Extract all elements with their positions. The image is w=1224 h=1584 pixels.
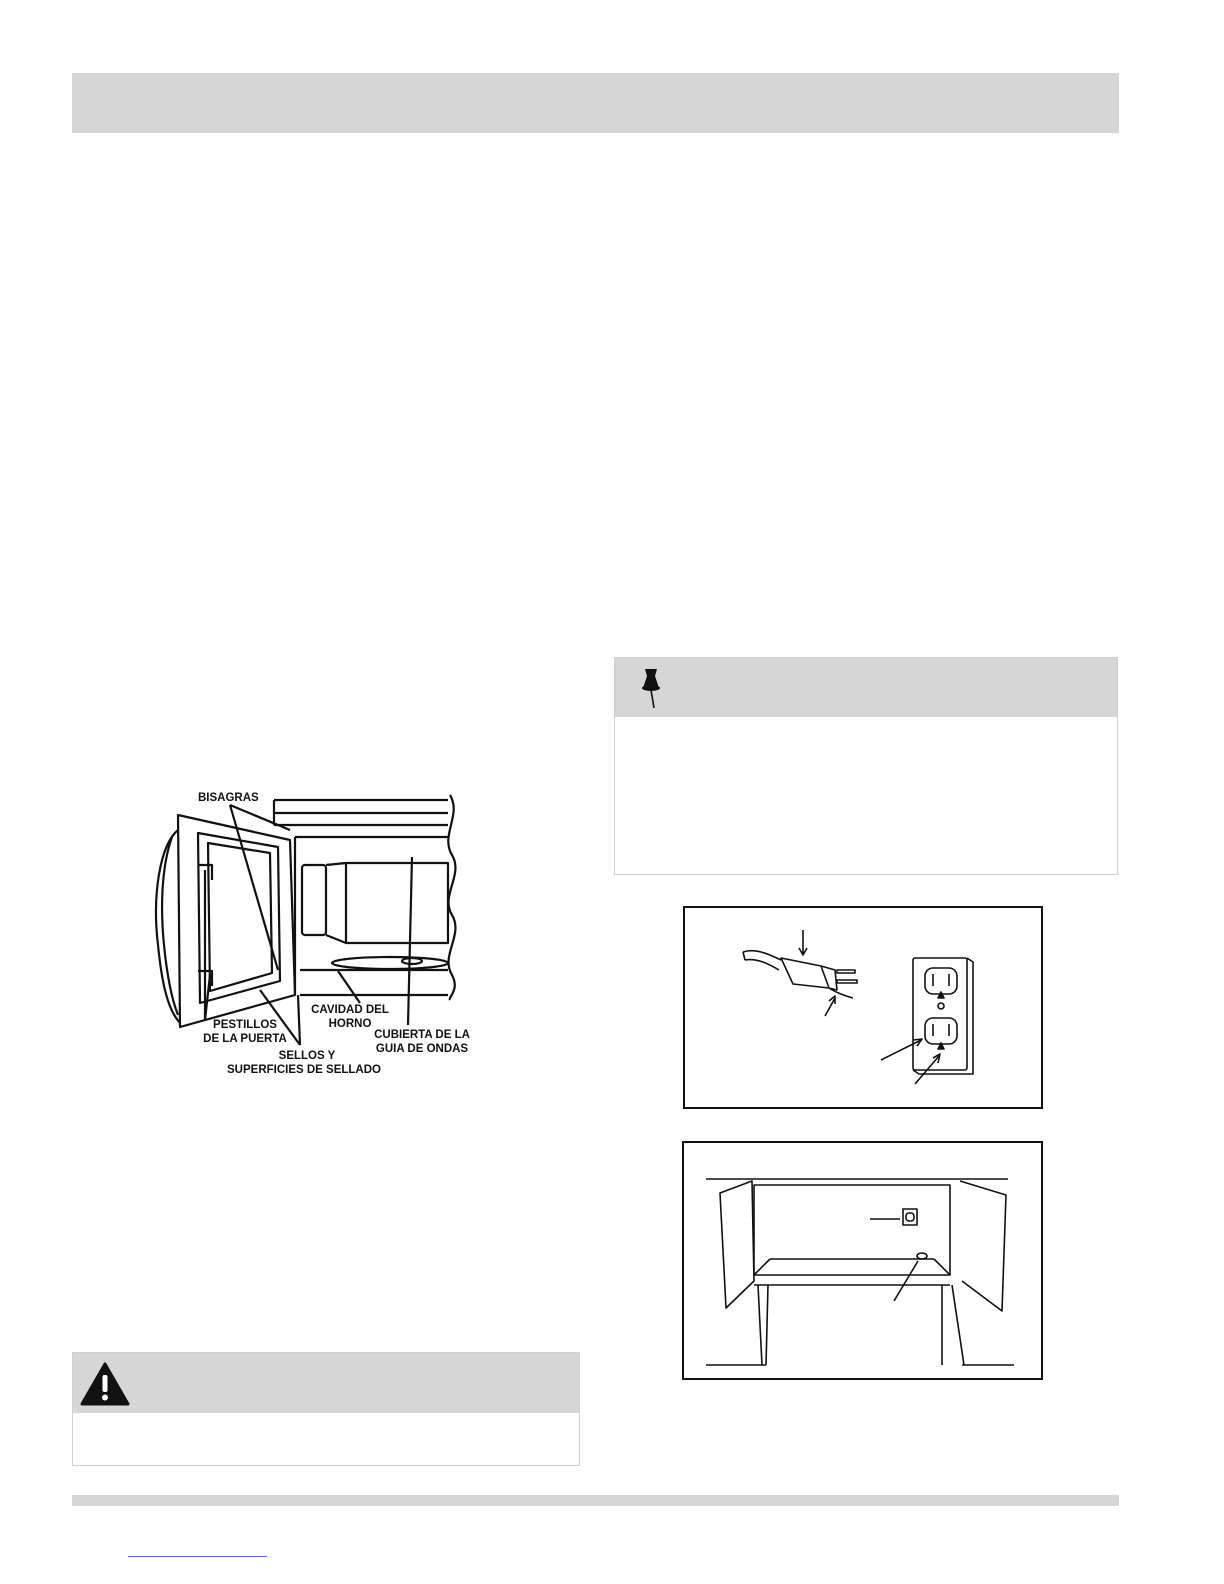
label-hinges: BISAGRAS	[198, 792, 259, 804]
cabinet-figure	[682, 1141, 1043, 1380]
label-door-latches-2: DE LA PUERTA	[203, 1033, 287, 1045]
label-seals-1: SELLOS Y	[278, 1050, 336, 1062]
footer-link-underline[interactable]	[128, 1556, 267, 1557]
note-box-header	[615, 658, 1117, 717]
warning-box-header	[73, 1353, 579, 1413]
label-door-latches-1: PESTILLOS	[213, 1019, 277, 1031]
warning-box	[72, 1352, 580, 1466]
label-waveguide-cover-1: CUBIERTA DE LA	[374, 1029, 470, 1041]
page-footer-bar	[72, 1495, 1119, 1506]
plug-outlet-illustration	[685, 908, 1041, 1107]
note-box	[614, 657, 1118, 875]
plug-outlet-figure	[683, 906, 1043, 1109]
label-waveguide-cover-2: GUIA DE ONDAS	[375, 1043, 469, 1055]
cabinet-illustration	[684, 1143, 1041, 1378]
label-seals-2: SUPERFICIES DE SELLADO	[227, 1064, 381, 1076]
warning-triangle-icon	[79, 1361, 131, 1407]
label-oven-cavity-2: HORNO	[328, 1018, 372, 1030]
page-header-bar	[72, 73, 1119, 133]
oven-door-figure	[150, 785, 490, 1085]
label-oven-cavity-1: CAVIDAD DEL	[311, 1004, 389, 1016]
pushpin-icon	[635, 666, 669, 712]
